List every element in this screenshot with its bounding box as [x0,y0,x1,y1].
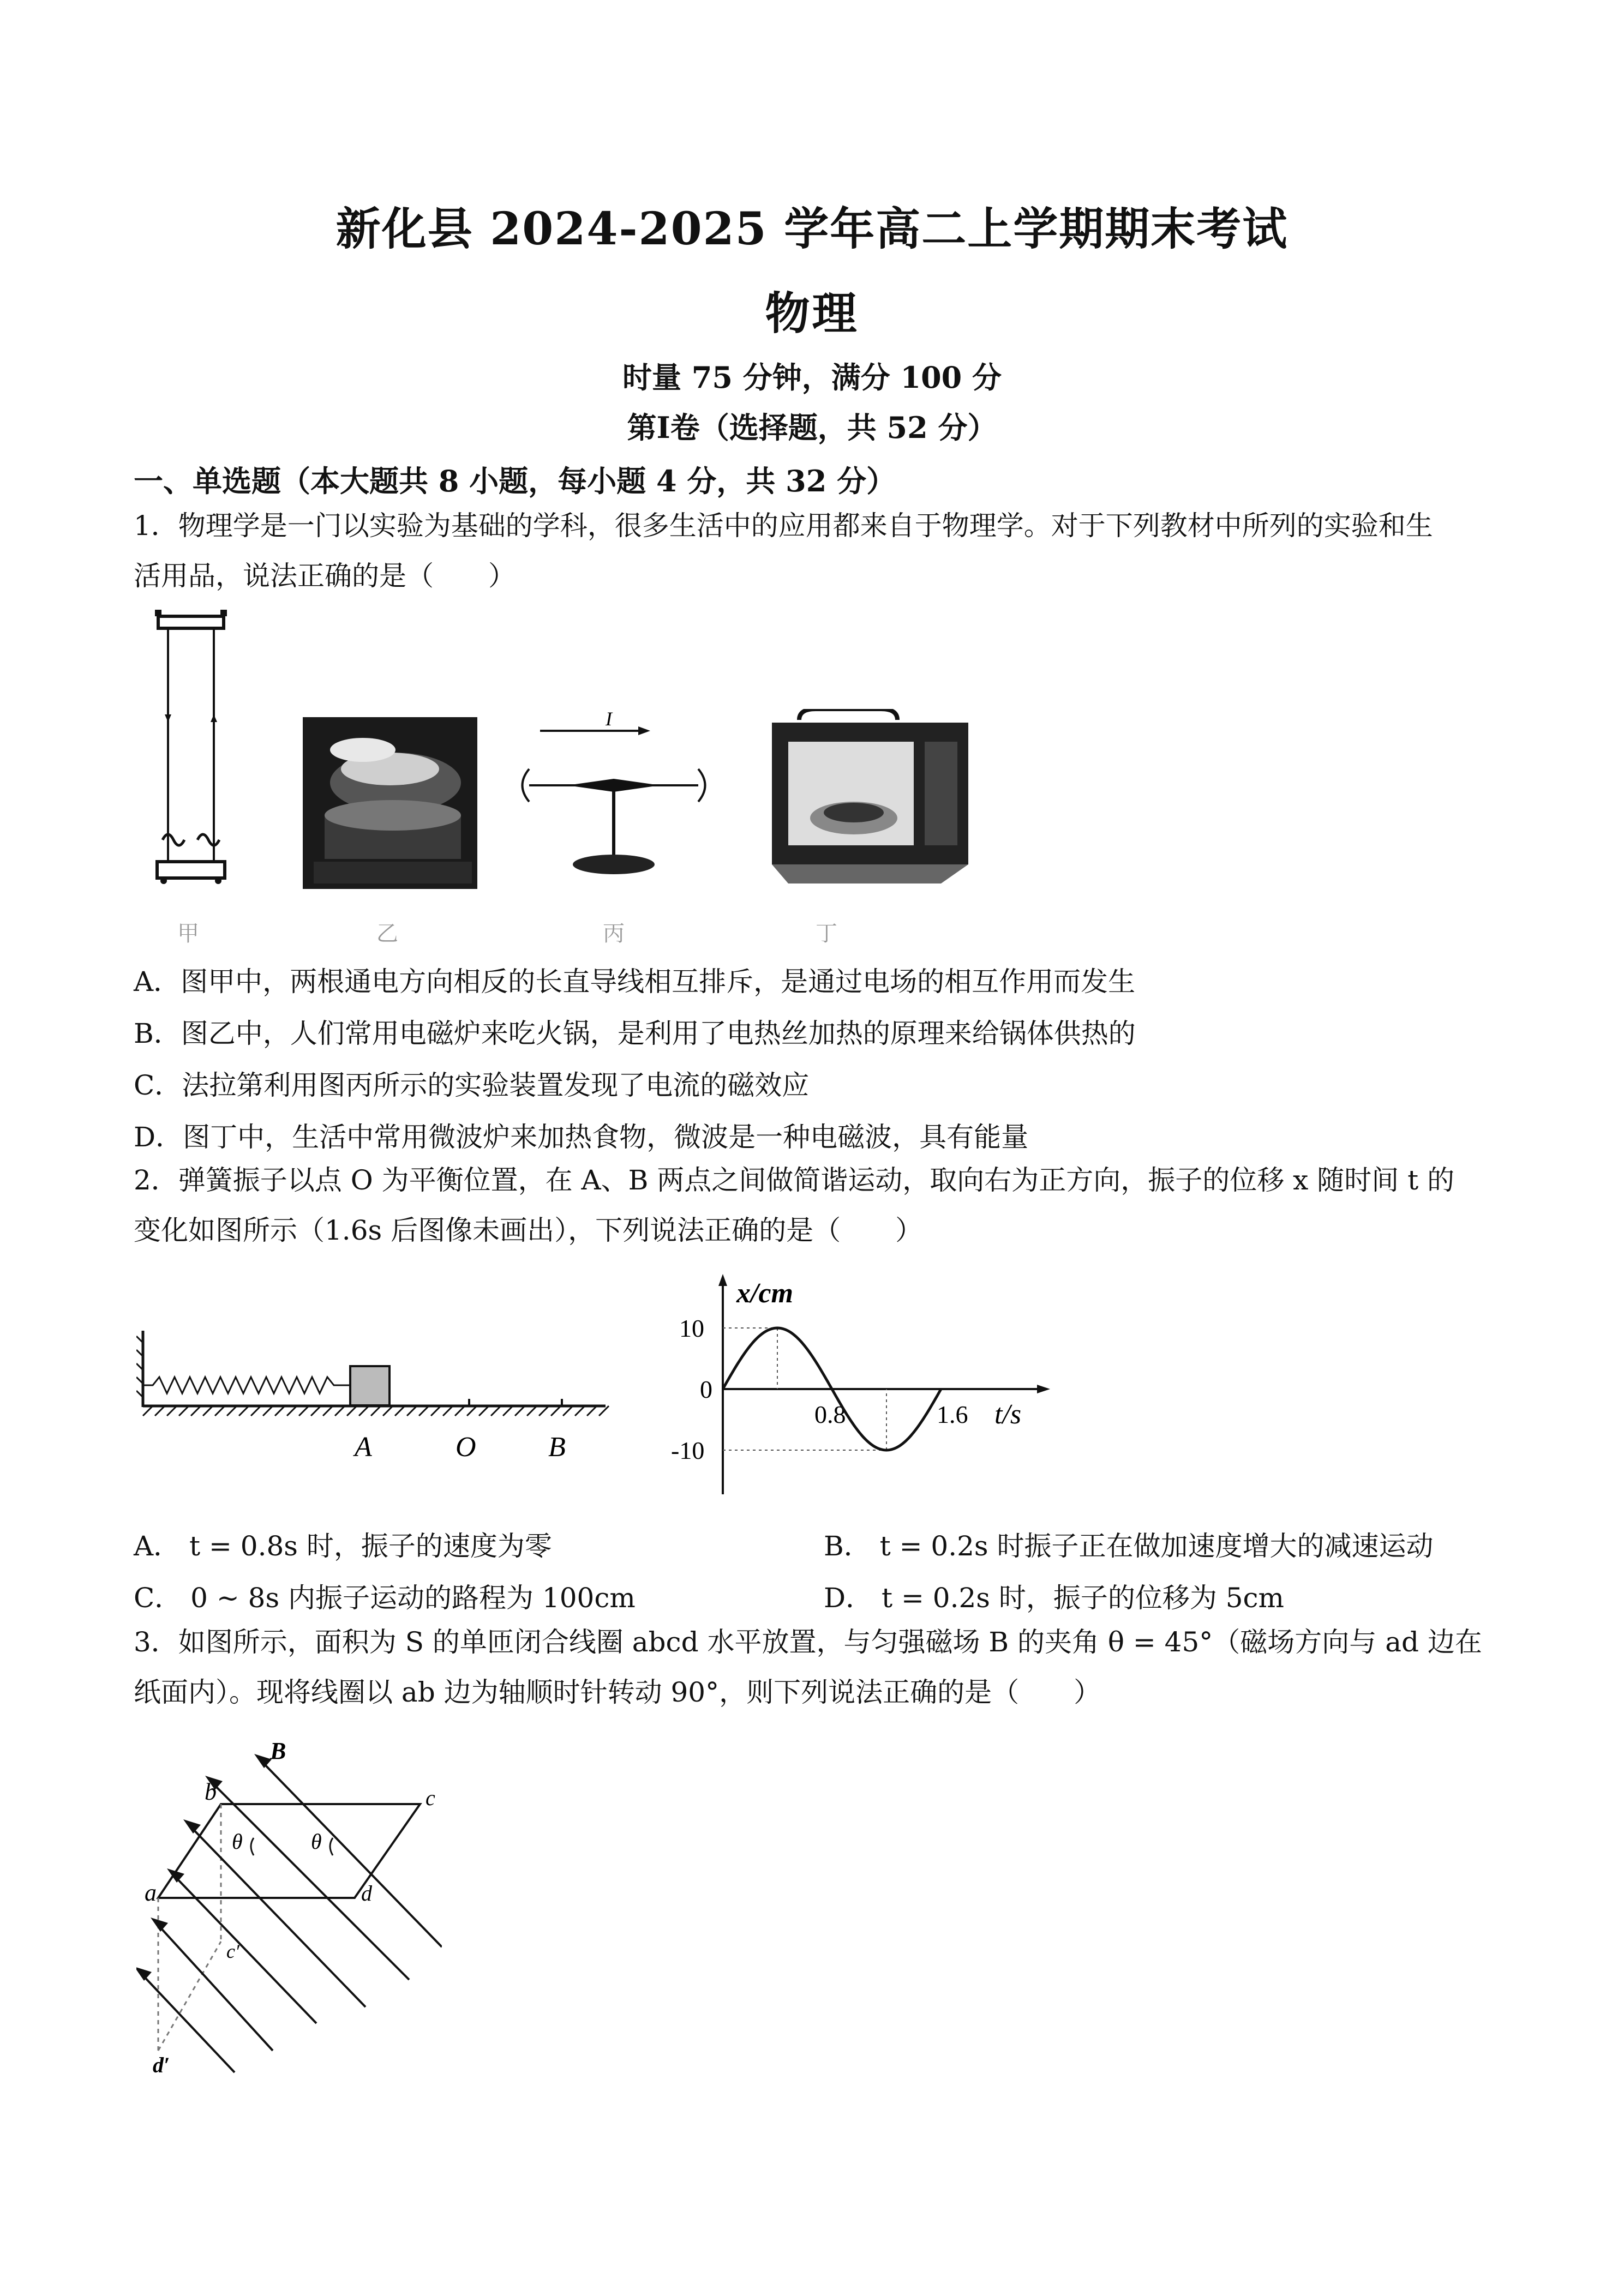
x-axis-label: t/s [994,1399,1022,1430]
q1-option-b: B．图乙中，人们常用电磁炉来吃火锅，是利用了电热丝加热的原理来给锅体供热的 [134,1018,1136,1049]
exam-title: 新化县 2024-2025 学年高二上学期期末考试 [335,203,1289,255]
vertex-a-label: a [145,1879,157,1906]
vertex-b-label: b [205,1778,217,1805]
question-3-stem [134,1617,1508,1717]
q2-option-c: C． 0 ~ 8s 内振子运动的路程为 100cm [134,1582,636,1614]
angle-theta-1: θ [232,1829,243,1854]
y-tick-10: 10 [679,1314,704,1342]
x-tick-0.8: 0.8 [814,1401,846,1428]
point-o-label: O [456,1432,476,1463]
question-3-line2: 纸面内）。现将线圈以 ab 边为轴顺时针转动 90°，则下列说法正确的是（ ） [134,1676,1101,1708]
x-axis-arrow [1037,1385,1050,1393]
caption-ding: 丁 [816,921,837,946]
question-2-stem [134,1155,1508,1255]
caption-yi: 乙 [376,921,398,946]
q1-option-c: C．法拉第利用图丙所示的实验装置发现了电流的磁效应 [134,1069,810,1101]
field-b-label: B [270,1738,286,1764]
vertex-c-label: c [426,1786,435,1810]
question-3-line1: 3．如图所示，面积为 S 的单匝闭合线圈 abcd 水平放置，与匀强磁场 B 的夹角 θ = 45°（磁场方向与 ad 边在 [134,1626,1482,1658]
point-a-label: A [355,1432,372,1463]
figure-ding-microwave [766,709,974,889]
question-1-line2: 活用品，说法正确的是（ ） [134,560,516,592]
question-2-line1: 2．弹簧振子以点 O 为平衡位置，在 A、B 两点之间做简谐运动，取向右为正方向，振子的位移 x 随时间 t 的 [134,1164,1455,1196]
q2-option-b: B． t = 0.2s 时振子正在做加速度增大的减速运动 [824,1530,1434,1562]
figure-bing-oersted [507,709,720,889]
vertex-d-label: d [361,1881,372,1906]
figure-yi-induction-cooker [303,717,477,889]
field-lines [142,1762,442,2072]
q2-option-a: A． t = 0.8s 时，振子的速度为零 [134,1530,552,1562]
subject-title: 物理 [765,287,859,340]
point-b-label: B [548,1432,566,1463]
q1-option-a: A．图甲中，两根通电方向相反的长直导线相互排斥，是通过电场的相互作用而发生 [134,966,1136,997]
angle-theta-2: θ [311,1829,322,1854]
time-score: 时量 75 分钟，满分 100 分 [622,360,1002,395]
figure-coil-magnetic-field [136,1734,442,2105]
vertex-c-prime-label: c′ [226,1940,239,1962]
y-tick-neg10: -10 [671,1436,705,1464]
y-axis-arrow [718,1274,727,1286]
q2-option-d: D． t = 0.2s 时，振子的位移为 5cm [824,1582,1284,1614]
figure-jia-parallel-wires [147,605,240,900]
caption-bing: 丙 [603,921,625,946]
y-tick-0: 0 [700,1375,712,1403]
y-axis-label: x/cm [736,1278,793,1309]
question-1-stem [134,501,1508,601]
x-tick-1.6: 1.6 [937,1401,968,1428]
caption-jia: 甲 [177,921,199,946]
volume-title: 第Ⅰ卷（选择题，共 52 分） [627,410,997,445]
section-heading: 一、单选题（本大题共 8 小题，每小题 4 分，共 32 分） [134,464,896,498]
question-2-line2: 变化如图所示（1.6s 后图像未画出），下列说法正确的是（ ） [134,1215,923,1246]
vertex-d-prime-label: d′ [153,2053,170,2077]
figure-spring-oscillator [136,1325,616,1478]
q1-option-d: D．图丁中，生活中常用微波炉来加热食物，微波是一种电磁波，具有能量 [134,1121,1029,1153]
question-1-line1: 1．物理学是一门以实验为基础的学科，很多生活中的应用都来自于物理学。对于下列教材中所列的实验和生 [134,510,1433,542]
xt-graph [652,1271,1066,1505]
current-label: I [606,709,612,730]
